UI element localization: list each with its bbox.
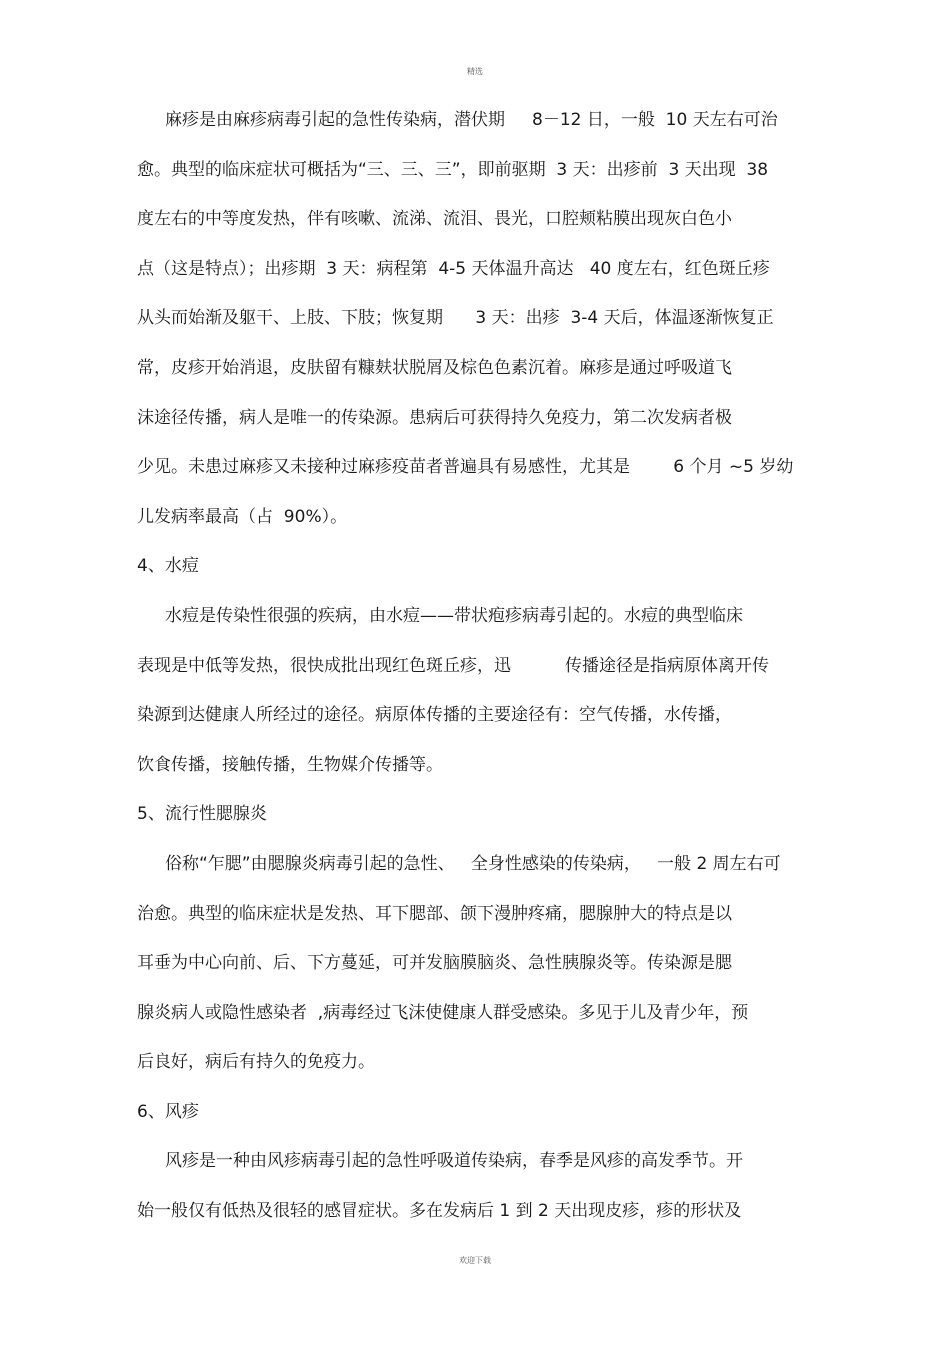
- text-line: 度左右的中等度发热，伴有咳嗽、流涕、流泪、畏光，口腔颊粘膜出现灰白色小: [137, 209, 732, 230]
- text-line: 沫途径传播，病人是唯一的传染源。患病后可获得持久免疫力，第二次发病者极: [137, 407, 732, 428]
- text-line: 从头而始渐及躯干、上肢、下肢；恢复期 3 天：出疹 3-4 天后，体温逐渐恢复正: [137, 308, 774, 329]
- text-line: 4、水痘: [137, 556, 199, 577]
- text-line: 水痘是传染性很强的疾病，由水痘——带状疱疹病毒引起的。水痘的典型临床: [165, 605, 743, 626]
- text-line: 5、流行性腮腺炎: [137, 804, 267, 825]
- text-line: 耳垂为中心向前、后、下方蔓延，可并发脑膜脑炎、急性胰腺炎等。传染源是腮: [137, 953, 732, 974]
- text-line: 饮食传播，接触传播，生物媒介传播等。: [137, 754, 443, 775]
- text-line: 表现是中低等发热，很快成批出现红色斑丘疹，迅 传播途径是指病原体离开传: [137, 655, 770, 676]
- text-line: 点（这是特点）；出疹期 3 天：病程第 4-5 天体温升高达 40 度左右，红色斑丘疹: [137, 258, 770, 279]
- document-body: [137, 104, 827, 1245]
- text-line: 儿发病率最高（占 90%）。: [137, 506, 348, 527]
- text-line: 愈。典型的临床症状可概括为“三、三、三”，即前驱期 3 天：出疹前 3 天出现 38: [137, 159, 769, 180]
- text-line: 俗称“乍腮”由腮腺炎病毒引起的急性、 全身性感染的传染病， 一般 2 周左右可: [165, 853, 781, 874]
- text-line: 6、风疹: [137, 1101, 199, 1122]
- text-line: 治愈。典型的临床症状是发热、耳下腮部、颌下漫肿疼痛，腮腺肿大的特点是以: [137, 903, 732, 924]
- text-line: 麻疹是由麻疹病毒引起的急性传染病，潜伏期 8－12 日，一般 10 天左右可治: [165, 110, 778, 130]
- text-line: 风疹是一种由风疹病毒引起的急性呼吸道传染病，春季是风疹的高发季节。开: [165, 1151, 743, 1172]
- text-line: 少见。未患过麻疹又未接种过麻疹疫苗者普遍具有易感性，尤其是 6 个月 ~5 岁幼: [137, 457, 794, 478]
- text-line: 后良好，病后有持久的免疫力。: [137, 1052, 375, 1073]
- page-header: 精选: [467, 67, 483, 76]
- text-line: 常，皮疹开始消退，皮肤留有糠麸状脱屑及棕色色素沉着。麻疹是通过呼吸道飞: [137, 357, 732, 378]
- text-line: 染源到达健康人所经过的途径。病原体传播的主要途径有：空气传播，水传播，: [137, 705, 732, 726]
- text-line: 始一般仅有低热及很轻的感冒症状。多在发病后 1 到 2 天出现皮疹，疹的形状及: [137, 1201, 742, 1222]
- page-footer: 欢迎下载: [459, 1256, 491, 1265]
- text-line: 腺炎病人或隐性感染者 ,病毒经过飞沫使健康人群受感染。多见于儿及青少年，预: [137, 1002, 749, 1023]
